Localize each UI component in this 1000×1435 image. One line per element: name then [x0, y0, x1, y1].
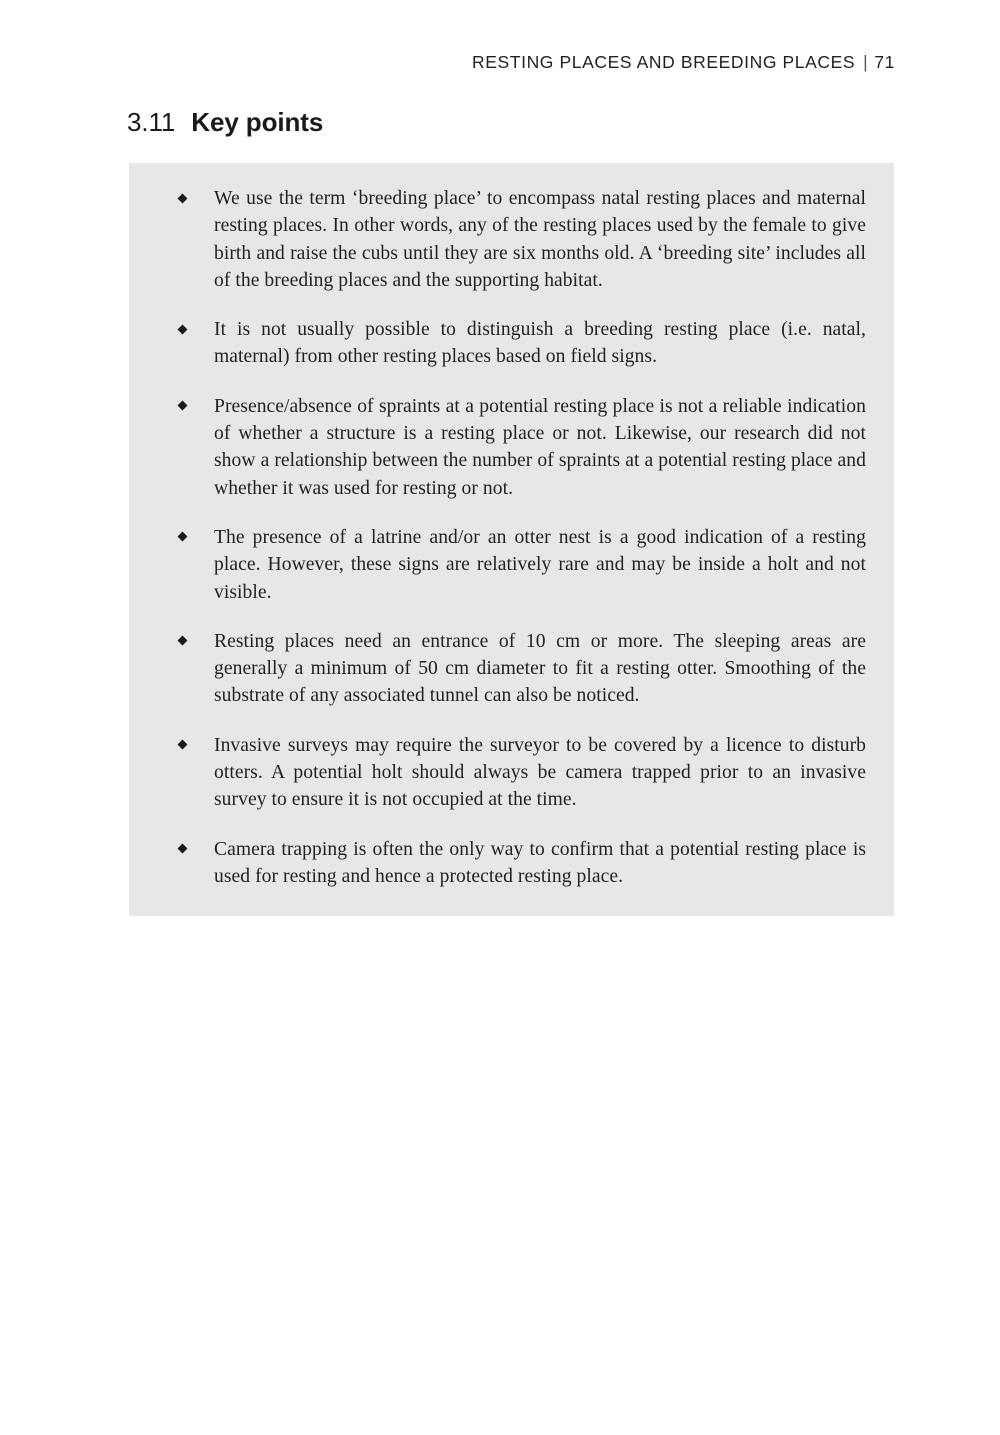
key-points-list — [155, 185, 866, 890]
diamond-bullet-icon — [179, 316, 191, 343]
diamond-bullet-icon — [179, 732, 191, 759]
list-item-text: It is not usually possible to distinguish a breeding resting place (i.e. natal, maternal) from other resting places based on field signs. — [214, 319, 866, 368]
section-title: Key points — [191, 107, 324, 137]
list-item-text: We use the term ‘breeding place’ to encompass natal resting places and maternal resting places. In other words, any of the resting places used by the female to give birth and raise the cubs until they are six months old. A ‘breeding site’ includes all of the breeding places and the supporting habitat. — [214, 188, 866, 291]
running-header — [0, 52, 895, 73]
diamond-bullet-icon — [179, 836, 191, 863]
running-header-title: RESTING PLACES AND BREEDING PLACES — [472, 52, 856, 72]
list-item — [155, 316, 866, 371]
section-number: 3.11 — [127, 107, 176, 137]
list-item — [155, 628, 866, 710]
list-item — [155, 732, 866, 814]
section-heading — [127, 107, 323, 138]
diamond-bullet-icon — [179, 524, 191, 551]
list-item-text: The presence of a latrine and/or an otter nest is a good indication of a resting place. However, these signs are relatively rare and may be inside a holt and not visible. — [214, 526, 866, 603]
list-item-text: Invasive surveys may require the surveyor to be covered by a licence to disturb otters. A potential holt should always be camera trapped prior to an invasive survey to ensure it is not occupied at the time. — [214, 734, 866, 811]
list-item-text: Presence/absence of spraints at a potential resting place is not a reliable indication of whether a structure is a resting place or not. Likewise, our research did not show a relationship between the number of spraints at a potential resting place and whether it was used for resting or not. — [214, 395, 866, 499]
key-points-panel — [129, 163, 894, 916]
list-item-text: Camera trapping is often the only way to confirm that a potential resting place is used for resting and hence a protected resting place. — [214, 838, 866, 887]
list-item — [155, 185, 866, 294]
diamond-bullet-icon — [179, 393, 191, 420]
diamond-bullet-icon — [179, 185, 191, 212]
list-item — [155, 836, 866, 891]
diamond-bullet-icon — [179, 628, 191, 655]
list-item — [155, 524, 866, 606]
page-number: 71 — [874, 52, 895, 72]
list-item — [155, 393, 866, 502]
list-item-text: Resting places need an entrance of 10 cm or more. The sleeping areas are generally a minimum of 50 cm diameter to fit a resting otter. Smoothing of the substrate of any associated tunnel can also be noticed. — [214, 630, 866, 707]
running-header-separator: | — [863, 52, 869, 72]
